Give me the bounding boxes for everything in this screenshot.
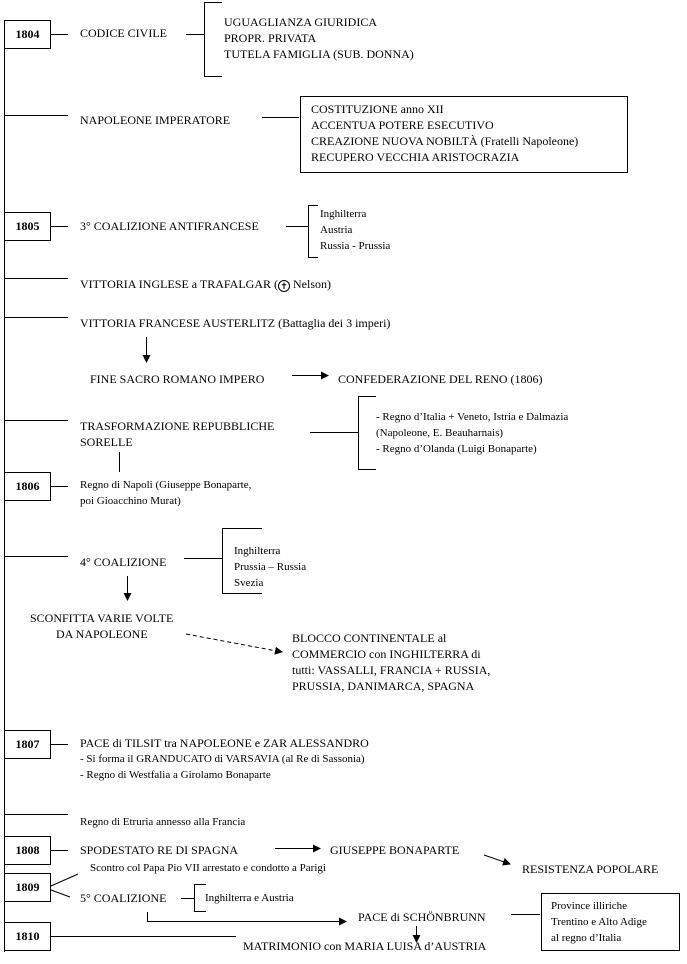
tilsit-line: PACE di TILSIT tra NAPOLEONE e ZAR ALESSANDRO [80,736,369,750]
schonbrunn-label: PACE di SCHÖNBRUNN [358,910,486,924]
tilsit-line: - Regno di Westfalia a Girolamo Bonaparte [80,769,271,781]
etruria-label: Regno di Etruria annesso alla Francia [80,816,246,828]
imperatore-item: COSTITUZIONE anno XII [311,102,444,116]
year-1808: 1808 [4,836,51,865]
austerlitz-label: VITTORIA FRANCESE AUSTERLITZ (Battaglia dei 3 imperi) [80,316,391,330]
year-1805: 1805 [4,212,51,241]
papa-label: Scontro col Papa Pio VII arrestato e condotto a Parigi [90,862,326,874]
coalizione-3-item: Austria [320,224,353,236]
year-1804: 1804 [4,20,51,49]
schonbrunn-item: Trentino e Alto Adige [551,916,647,928]
sconfitta-line: SCONFITTA VARIE VOLTE [30,611,174,625]
blocco-line: BLOCCO CONTINENTALE al [292,631,447,645]
confederazione-label: CONFEDERAZIONE DEL RENO (1806) [338,372,543,386]
coalizione-5-label: 5° COALIZIONE [80,891,167,905]
imperatore-item: RECUPERO VECCHIA ARISTOCRAZIA [311,150,520,164]
coalizione-3-item: Russia - Prussia [320,240,391,252]
codice-civile-item: TUTELA FAMIGLIA (SUB. DONNA) [224,47,414,61]
coalizione-4-item: Inghilterra [234,545,281,557]
resistenza-label: RESISTENZA POPOLARE [522,862,659,876]
codice-civile-item: UGUAGLIANZA GIURIDICA [224,15,377,29]
year-1809: 1809 [4,873,51,902]
coalizione-3-label: 3° COALIZIONE ANTIFRANCESE [80,219,259,233]
year-1806: 1806 [4,472,51,501]
repubbliche-label-2: SORELLE [80,435,133,449]
coalizione-4-item: Svezia [234,577,264,589]
coalizione-4-label: 4° COALIZIONE [80,555,167,569]
napoli-line: Regno di Napoli (Giuseppe Bonaparte, [80,479,252,491]
repubbliche-item: - Regno d’Olanda (Luigi Bonaparte) [376,443,537,455]
schonbrunn-item: al regno d’Italia [551,932,622,944]
imperatore-item: CREAZIONE NUOVA NOBILTÀ (Fratelli Napoleone) [311,134,579,148]
schonbrunn-item: Province illiriche [551,900,628,912]
codice-civile-item: PROPR. PRIVATA [224,31,317,45]
napoli-line: poi Gioacchino Murat) [80,495,181,507]
repubbliche-item: - Regno d’Italia + Veneto, Istria e Dalmazia [376,411,569,423]
imperatore-label: NAPOLEONE IMPERATORE [80,113,231,127]
giuseppe-label: GIUSEPPE BONAPARTE [330,843,460,857]
matrimonio-label: MATRIMONIO con MARIA LUISA d’AUSTRIA [243,939,487,953]
spagna-label: SPODESTATO RE DI SPAGNA [80,843,239,857]
codice-civile-label: CODICE CIVILE [80,26,167,40]
trafalgar-label [80,276,331,292]
imperatore-item: ACCENTUA POTERE ESECUTIVO [311,118,494,132]
coalizione-3-item: Inghilterra [320,208,367,220]
year-1807: 1807 [4,730,51,759]
year-1810: 1810 [4,922,51,951]
cross-icon: ✝ [278,280,290,292]
repubbliche-label: TRASFORMAZIONE REPUBBLICHE [80,419,275,433]
coalizione-5-item: Inghilterra e Austria [205,892,294,904]
imperatore-box [300,96,628,173]
trafalgar-text: VITTORIA INGLESE a TRAFALGAR ( [80,277,278,291]
blocco-line: tutti: VASSALLI, FRANCIA + RUSSIA, [292,663,491,677]
fine-impero-label: FINE SACRO ROMANO IMPERO [90,372,265,386]
repubbliche-item: (Napoleone, E. Beauharnais) [376,427,504,439]
schonbrunn-box [541,893,680,951]
coalizione-4-item: Prussia – Russia [234,561,307,573]
tilsit-line: - Si forma il GRANDUCATO di VARSAVIA (al Re di Sassonia) [80,753,365,765]
trafalgar-nelson: Nelson) [290,277,331,291]
blocco-line: PRUSSIA, DANIMARCA, SPAGNA [292,679,475,693]
blocco-line: COMMERCIO con INGHILTERRA di [292,647,481,661]
sconfitta-line: DA NAPOLEONE [56,627,148,641]
